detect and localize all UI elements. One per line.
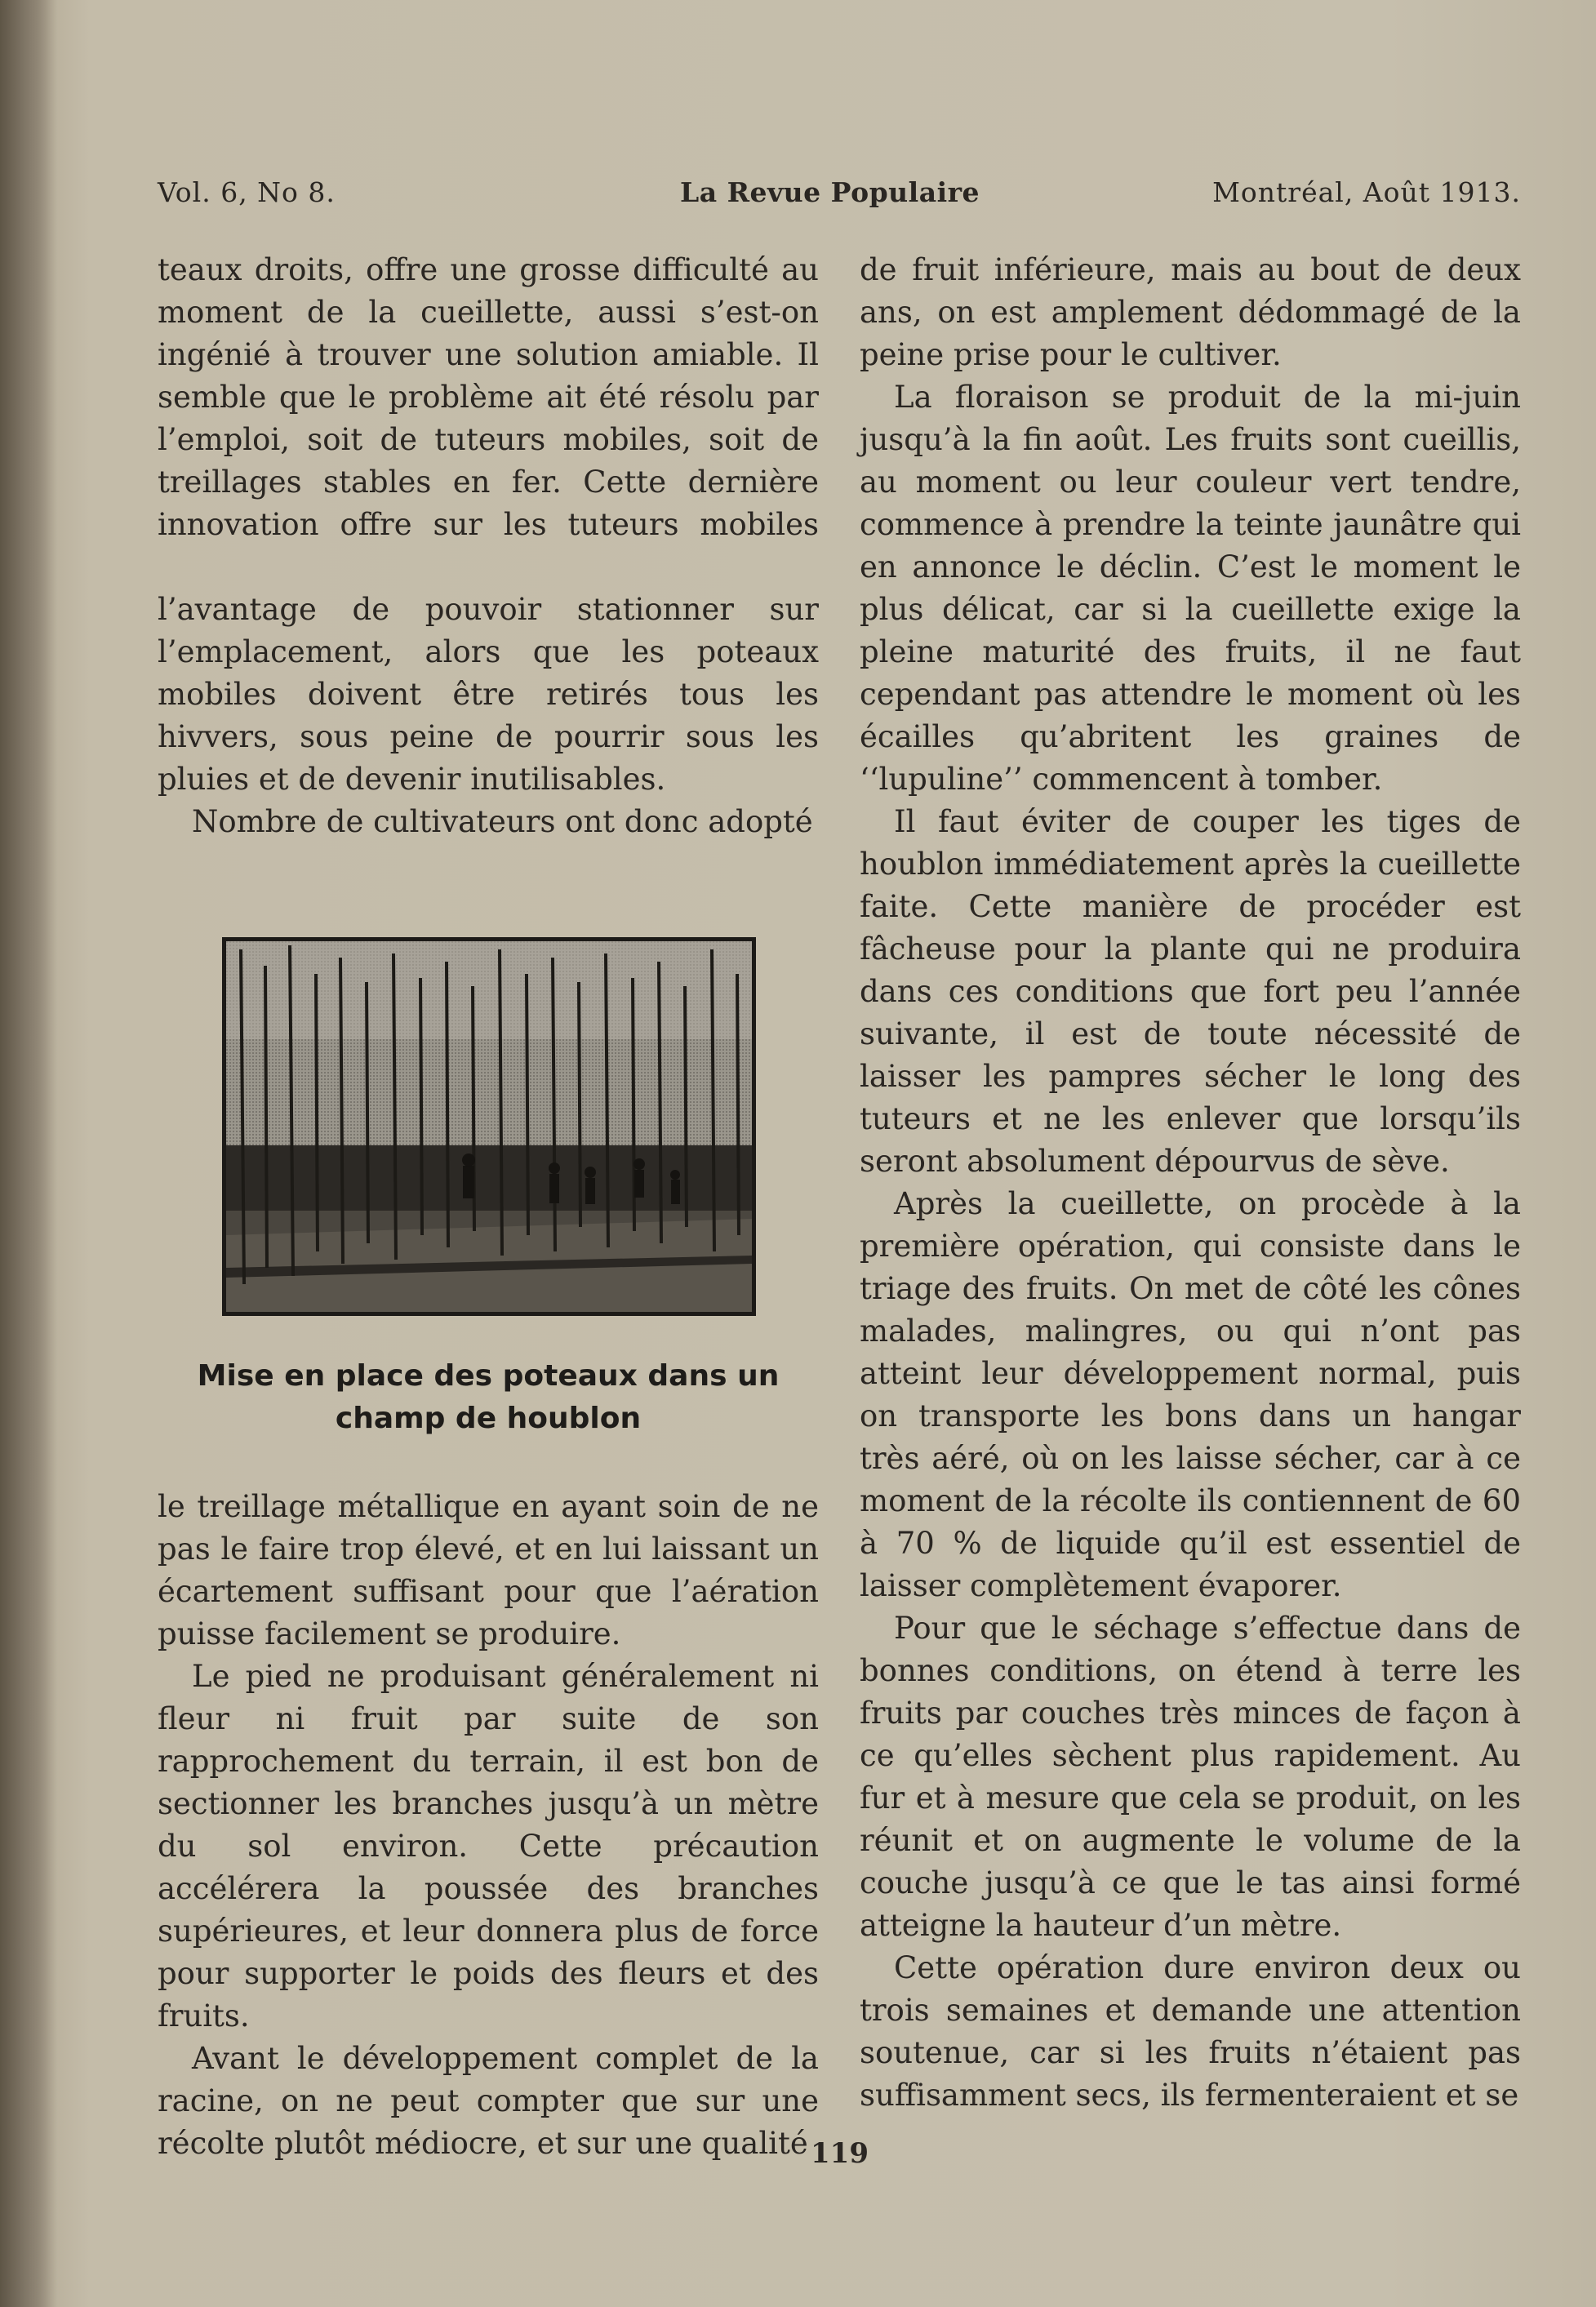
paragraph: teaux droits, offre une grosse difficulté au moment de la cueillette, aussi s’est-on ingénié à trouver une solution amiable. Il semble que le problème ait été résolu par l’emploi, soit de tuteurs mobiles, soit de treillages stables en fer. Cette dernière innovation offre sur les tuteurs mobiles: [158, 252, 819, 542]
running-header: [158, 176, 1521, 217]
left-column-bottom: [158, 1486, 819, 2165]
book-gutter-shadow: [0, 0, 57, 2307]
paragraph: Cette opération dure environ deux ou trois semaines et demande une attention soutenue, car si les fruits n’étaient pas suffisamment secs, ils fermenteraient et se: [860, 1950, 1521, 2113]
header-volume: Vol. 6, No 8.: [158, 176, 336, 208]
header-date: Montréal, Août 1913.: [1212, 176, 1521, 208]
paragraph: le treillage métallique en ayant soin de ne pas le faire trop élevé, et en lui laissant un écartement suffisant pour que l’aération puisse facilement se produire.: [158, 1489, 819, 1651]
paragraph: Après la cueillette, on procède à la première opération, qui consiste dans le triage des fruits. On met de côté les cônes malades, malingres, ou qui n’ont pas atteint leur développement normal, puis on transporte les bons dans un hangar très aéré, où on les laisse sécher, car à ce moment de la récolte ils contiennent de 60 à 70 % de liquide qu’il est essentiel de laisser complètement évaporer.: [860, 1186, 1521, 1603]
figure-caption: Mise en place des poteaux dans un champ de houblon: [197, 1359, 780, 1435]
paragraph: Pour que le séchage s’effectue dans de bonnes conditions, on étend à terre les fruits par couches très minces de façon à ce qu’elles sèchent plus rapidement. Au fur et à mesure que cela se produit, on les réunit et on augmente le volume de la couche jusqu’à ce que le tas ainsi formé atteigne la hauteur d’un mètre.: [860, 1611, 1521, 1943]
paragraph: de fruit inférieure, mais au bout de deux ans, on est amplement dédommagé de la peine prise pour le cultiver.: [860, 252, 1521, 372]
paragraph: Il faut éviter de couper les tiges de houblon immédiatement après la cueillette faite. Cette manière de procéder est fâcheuse pour la plante qui ne produira dans ces conditions que fort peu l’année suivante, il est de toute nécessité de laisser les pampres sécher le long des tuteurs et ne les enlever que lorsqu’ils seront absolument dépourvus de sève.: [860, 804, 1521, 1179]
hop-field-illustration: [226, 941, 752, 1312]
paragraph: La floraison se produit de la mi-juin jusqu’à la fin août. Les fruits sont cueillis, au moment ou leur couleur vert tendre, commence à prendre la teinte jaunâtre qui en annonce le déclin. C’est le moment le plus délicat, car si la cueillette exige la pleine maturité des fruits, il ne faut cependant pas attendre le moment où les écailles qu’abritent les graines de ‘‘lupuline’’ commencent à tomber.: [860, 380, 1521, 797]
left-column-top: [158, 249, 819, 843]
paragraph: l’avantage de pouvoir stationner sur l’emplacement, alors que les poteaux mobiles doivent être retirés tous les hivvers, sous peine de pourrir sous les pluies et de devenir inutilisables.: [158, 592, 819, 797]
right-column: [860, 249, 1521, 2117]
paragraph: Nombre de cultivateurs ont donc adopté: [192, 804, 813, 839]
hop-field-photograph: [222, 937, 756, 1316]
paragraph: Avant le développement complet de la racine, on ne peut compter que sur une récolte plutôt médiocre, et sur une qualité: [158, 2041, 819, 2161]
paragraph: Le pied ne produisant généralement ni fleur ni fruit par suite de son rapprochement du terrain, il est bon de sectionner les branches jusqu’à un mètre du sol environ. Cette précaution accélérera la poussée des branches supérieures, et leur donnera plus de force pour supporter le poids des fleurs et des fruits.: [158, 1659, 819, 2034]
header-journal-title: La Revue Populaire: [680, 176, 980, 208]
page-number: 119: [811, 2137, 869, 2170]
